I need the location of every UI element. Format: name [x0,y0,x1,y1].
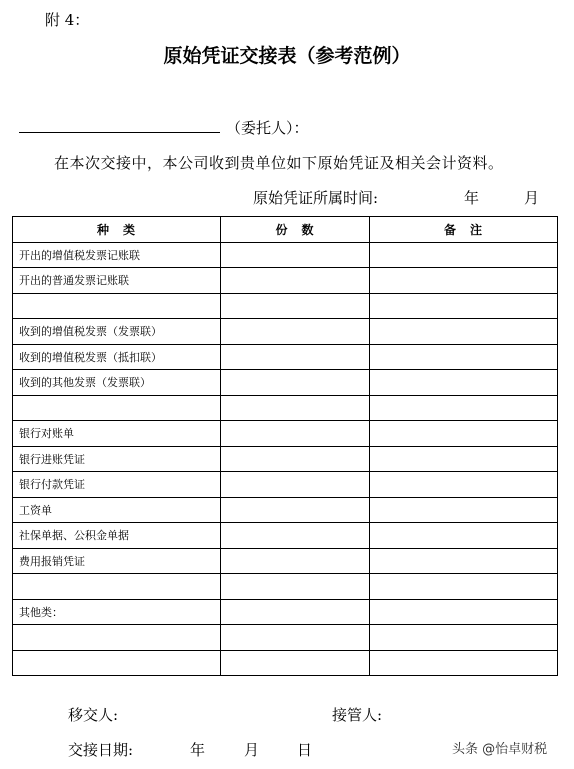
remarks-cell[interactable] [370,523,558,549]
remarks-cell[interactable] [370,319,558,345]
handover-date-label: 交接日期: [68,741,134,759]
quantity-cell[interactable] [221,344,370,370]
remarks-cell[interactable] [370,293,558,319]
table-row [13,472,558,498]
table-row [13,421,558,447]
quantity-cell[interactable] [221,293,370,319]
table-row [13,293,558,319]
watermark-text: 头条 @怡卓财税 [452,742,548,757]
table-row [13,574,558,600]
date-month-label: 月 [244,741,260,759]
remarks-cell[interactable] [370,446,558,472]
column-header-remarks: 备 注 [370,217,558,243]
table-header-row [13,217,558,243]
table-row [13,319,558,345]
entrust-blank-line [19,132,220,133]
quantity-cell[interactable] [221,446,370,472]
table-row [13,650,558,676]
handover-table [12,216,558,676]
category-cell: 银行进账凭证 [13,446,221,472]
remarks-cell[interactable] [370,599,558,625]
column-header-category: 种 类 [13,217,221,243]
category-cell: 社保单据、公积金单据 [13,523,221,549]
category-cell: 银行对账单 [13,421,221,447]
period-label: 原始凭证所属时间: [253,189,379,207]
receiver-person-label: 接管人: [332,706,383,724]
category-cell [13,395,221,421]
category-cell: 费用报销凭证 [13,548,221,574]
remarks-cell[interactable] [370,548,558,574]
quantity-cell[interactable] [221,599,370,625]
remarks-cell[interactable] [370,472,558,498]
remarks-cell[interactable] [370,268,558,294]
table-row [13,625,558,651]
category-cell: 收到的其他发票（发票联） [13,370,221,396]
table-row [13,548,558,574]
quantity-cell[interactable] [221,625,370,651]
category-cell [13,293,221,319]
handover-person-label: 移交人: [68,706,119,724]
table-row [13,268,558,294]
remarks-cell[interactable] [370,344,558,370]
remarks-cell[interactable] [370,625,558,651]
date-day-label: 日 [297,741,313,759]
quantity-cell[interactable] [221,497,370,523]
category-cell: 工资单 [13,497,221,523]
category-cell: 其他类： [13,599,221,625]
quantity-cell[interactable] [221,319,370,345]
category-cell: 银行付款凭证 [13,472,221,498]
category-cell: 收到的增值税发票（发票联） [13,319,221,345]
quantity-cell[interactable] [221,574,370,600]
remarks-cell[interactable] [370,242,558,268]
category-cell [13,625,221,651]
quantity-cell[interactable] [221,268,370,294]
table-row [13,599,558,625]
period-year-label: 年 [464,189,480,207]
quantity-cell[interactable] [221,548,370,574]
statement-text: 在本次交接中，本公司收到贵单位如下原始凭证及相关会计资料。 [54,154,504,172]
remarks-cell[interactable] [370,421,558,447]
remarks-cell[interactable] [370,574,558,600]
date-year-label: 年 [190,741,206,759]
table-row [13,523,558,549]
period-month-label: 月 [524,189,540,207]
category-cell: 收到的增值税发票（抵扣联） [13,344,221,370]
remarks-cell[interactable] [370,395,558,421]
table-row [13,242,558,268]
remarks-cell[interactable] [370,650,558,676]
category-cell: 开出的增值税发票记账联 [13,242,221,268]
table-row [13,344,558,370]
quantity-cell[interactable] [221,523,370,549]
column-header-quantity: 份 数 [221,217,370,243]
table-row [13,446,558,472]
table-row [13,395,558,421]
quantity-cell[interactable] [221,395,370,421]
entrust-label: （委托人）： [226,119,309,137]
category-cell: 开出的普通发票记账联 [13,268,221,294]
remarks-cell[interactable] [370,370,558,396]
page-title: 原始凭证交接表（参考范例） [163,45,411,67]
category-cell [13,650,221,676]
category-cell [13,574,221,600]
quantity-cell[interactable] [221,472,370,498]
table-row [13,370,558,396]
table-row [13,497,558,523]
quantity-cell[interactable] [221,650,370,676]
attachment-label: 附 4： [45,11,90,29]
remarks-cell[interactable] [370,497,558,523]
quantity-cell[interactable] [221,242,370,268]
quantity-cell[interactable] [221,370,370,396]
quantity-cell[interactable] [221,421,370,447]
